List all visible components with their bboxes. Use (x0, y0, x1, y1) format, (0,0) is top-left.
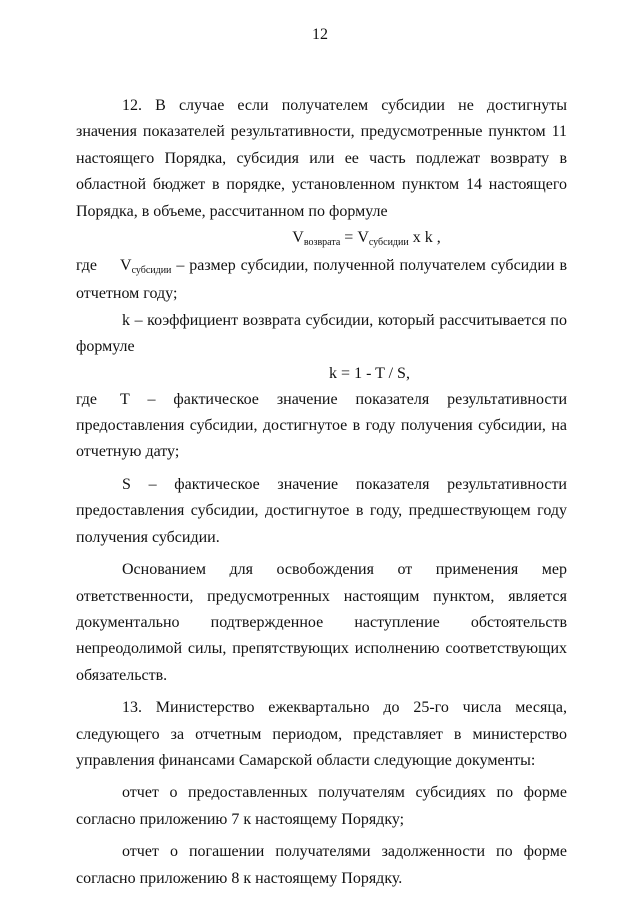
formula-refund (76, 225, 567, 253)
paragraph-basis: Основанием для освобождения от применения мер ответственности, предусмотренных настоящим пунктом, является документально подтвержденное наступление обстоятельств непреодолимой силы, препятствующих исполнению соответствующих обязательств. (76, 561, 567, 684)
paragraph-13: 13. Министерство ежеквартально до 25-го числа месяца, следующего за отчетным периодом, представляет в министерство управления финансами Самарской области следующие документы: (76, 699, 567, 769)
where-label: где (76, 257, 98, 275)
document-item-1: отчет о предоставленных получателям субсидиях по форме согласно приложению 7 к настоящему Порядку; (76, 784, 567, 828)
definition-k: k – коэффициент возврата субсидии, который рассчитывается по формуле (76, 311, 567, 356)
page-number: 12 (312, 26, 328, 43)
formula-subscript-return: возврата (303, 237, 341, 249)
definition-v-symbol: V (120, 257, 132, 275)
definition-s: S – фактическое значение показателя результативности предоставления субсидии, достигнутое в году, предшествующем году получения субсидии. (76, 475, 567, 546)
document-item-2: отчет о погашении получателями задолженности по форме согласно приложению 8 к настоящему Порядку. (76, 843, 567, 887)
definition-v-text: – размер субсидии, полученной получателем субсидии в отчетном году; (76, 257, 567, 303)
paragraph-12: 12. В случае если получателем субсидии не достигнуты значения показателей результативности, предусмотренные пунктом 11 настоящего Порядка, субсидия или ее часть подлежат возврату в областной бюджет в порядке, установленном пунктом 14 настоящего Порядка, в объеме, рассчитанном по формуле (76, 97, 567, 220)
formula-v-symbol: V (292, 229, 304, 247)
formula-v-symbol-2: V (357, 229, 369, 247)
definition-t (76, 387, 567, 466)
document-body (76, 93, 567, 892)
where-label-2: где (76, 390, 98, 408)
definition-v-subscript: субсидии (131, 265, 172, 277)
formula-k: k = 1 - T / S, (329, 364, 410, 382)
formula-subscript-subsidy: субсидии (368, 237, 409, 249)
definition-t-text: T – фактическое значение показателя результативности предоставления субсидии, достигнутое в году получения субсидии, на отчетную дату; (76, 390, 567, 461)
definition-v-subsidy (76, 253, 567, 308)
formula-equals: = (340, 229, 358, 247)
formula-tail: x k , (408, 229, 441, 247)
